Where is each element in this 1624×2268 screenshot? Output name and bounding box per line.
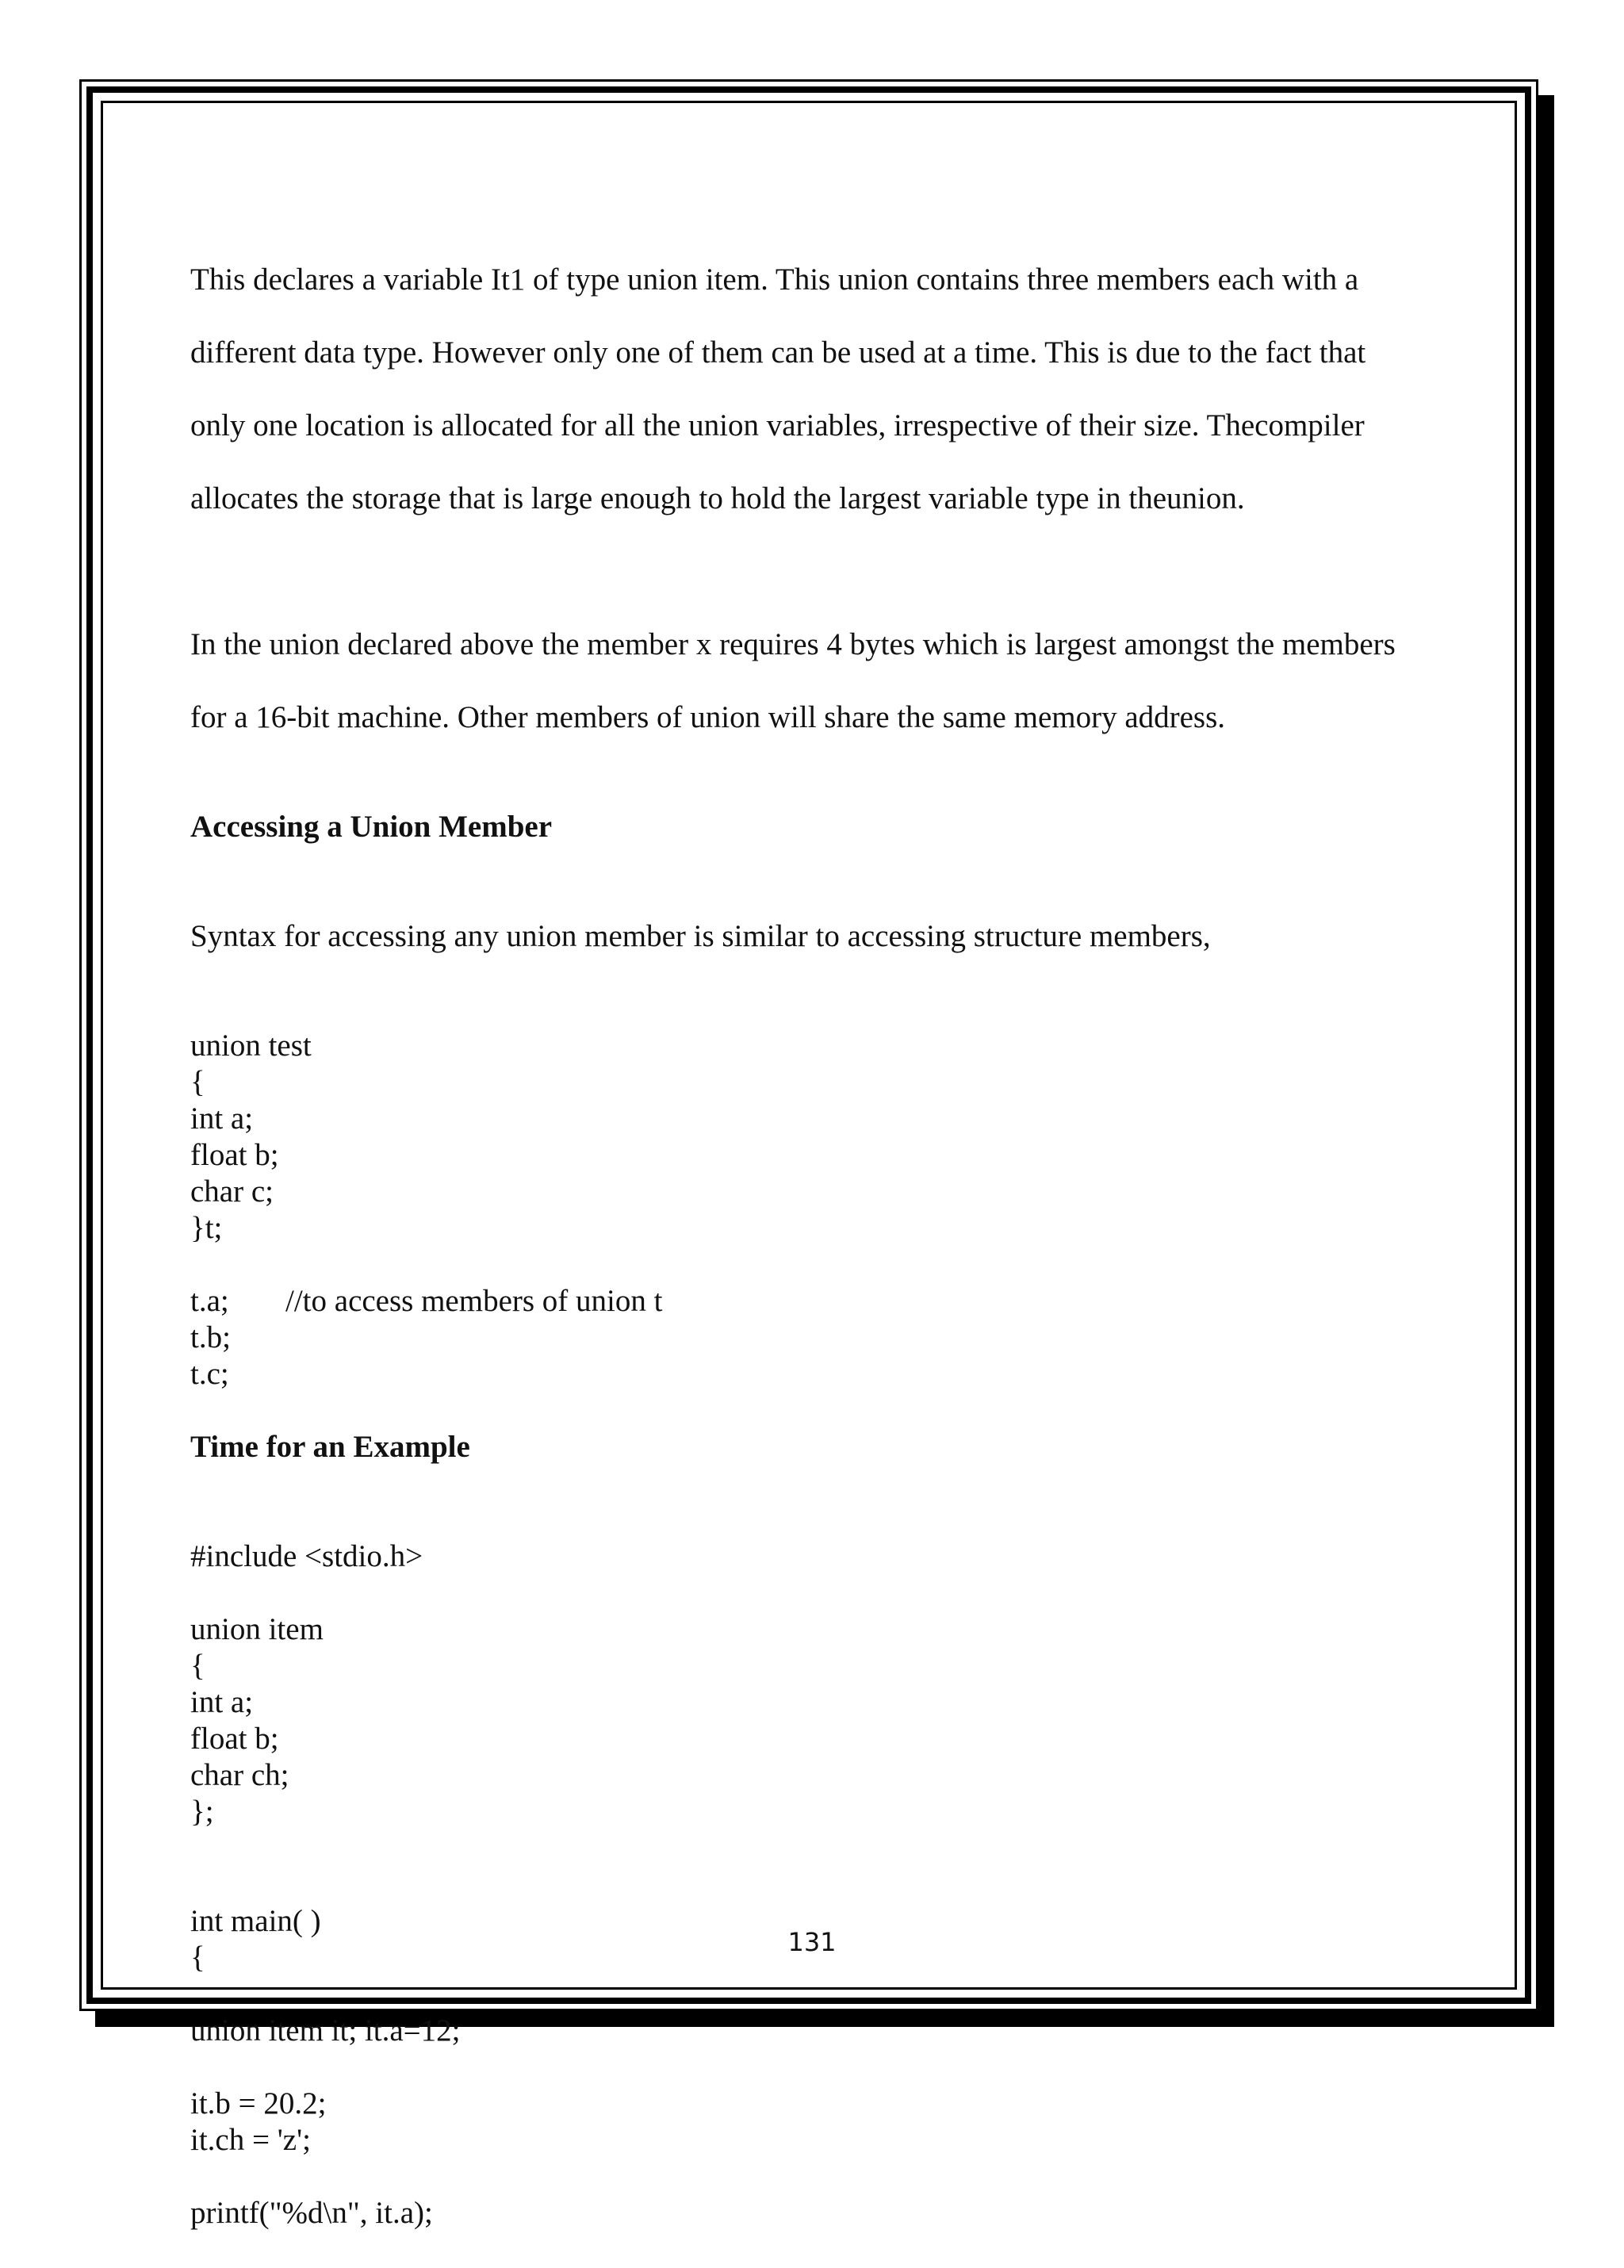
text-line: Syntax for accessing any union member is similar to accessing structure members,	[190, 919, 1211, 953]
code-line: union test	[190, 1029, 312, 1063]
code-line	[190, 1283, 1459, 1320]
code-line: union item	[190, 1612, 324, 1646]
spacer	[190, 1502, 1459, 1538]
code-line: float b;	[190, 1138, 279, 1172]
code-declaration	[190, 2013, 1459, 2049]
code-line: };	[190, 1795, 214, 1829]
code-assignments	[190, 2086, 1459, 2159]
text-line: different data type. However only one of them can be used at a time. This is due to the fact that	[190, 335, 1366, 370]
paragraph-memory-size	[190, 590, 1459, 772]
code-line: union item it; it.a=12;	[190, 2013, 461, 2048]
code-line: int main( )	[190, 1904, 321, 1938]
paragraph-union-declaration	[190, 225, 1459, 554]
heading-time-for-example: Time for an Example	[190, 1430, 470, 1464]
page-number: 131	[787, 1927, 837, 1957]
code-line: printf("%d\n", it.a);	[190, 2196, 433, 2230]
code-statement: t.a;	[190, 1284, 229, 1318]
code-line: {	[190, 1649, 205, 1683]
code-printf	[190, 2195, 1459, 2232]
paragraph-syntax-intro	[190, 882, 1459, 991]
code-line: t.b;	[190, 1320, 231, 1354]
code-line: it.ch = 'z';	[190, 2123, 311, 2157]
code-union-item	[190, 1611, 1459, 1830]
code-line: float b;	[190, 1722, 279, 1756]
code-line: int a;	[190, 1685, 254, 1719]
code-line: int a;	[190, 1101, 254, 1136]
code-line: {	[190, 1065, 205, 1099]
code-line: {	[190, 1940, 205, 1975]
code-line: it.b = 20.2;	[190, 2086, 327, 2121]
code-line: }t;	[190, 1211, 223, 1245]
text-line: for a 16-bit machine. Other members of union will share the same memory address.	[190, 700, 1226, 734]
page-content	[190, 225, 1459, 2268]
code-line: char ch;	[190, 1758, 289, 1792]
code-include	[190, 1538, 1459, 1575]
text-line: In the union declared above the member x requires 4 bytes which is largest amongst the members	[190, 627, 1396, 661]
heading-accessing-union-member: Accessing a Union Member	[190, 810, 553, 844]
text-line: This declares a variable It1 of type union item. This union contains three members each with a	[190, 262, 1359, 297]
code-line: t.c;	[190, 1357, 229, 1391]
code-line: #include <stdio.h>	[190, 1539, 423, 1573]
code-line: char c;	[190, 1174, 274, 1209]
code-union-test	[190, 1028, 1459, 1247]
spacer	[190, 1867, 1459, 1903]
code-member-access	[190, 1283, 1459, 1393]
text-line: only one location is allocated for all the union variables, irrespective of their size. Thecompiler	[190, 408, 1365, 442]
text-line: allocates the storage that is large enough to hold the largest variable type in theunion.	[190, 481, 1245, 515]
code-comment: //to access members of union t	[285, 1284, 663, 1318]
